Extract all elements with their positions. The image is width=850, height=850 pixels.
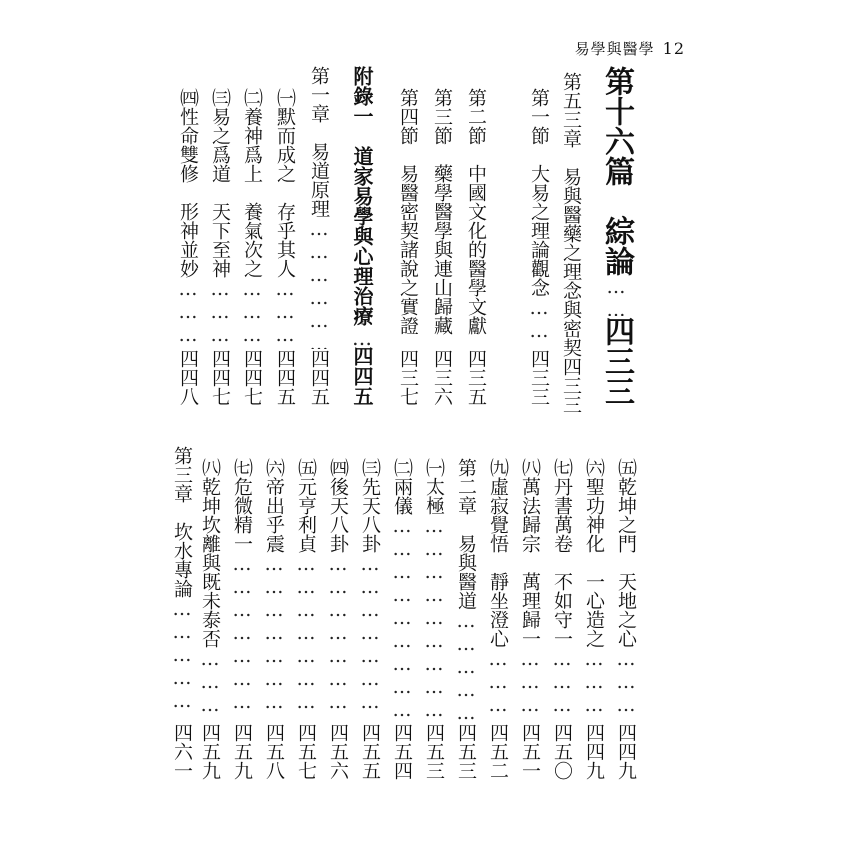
toc-entry-title: 第五三章 易與醫藥之理念與密契 <box>560 72 582 357</box>
dot-leader <box>172 278 204 349</box>
toc-entry-title: ㈧萬法歸宗 萬理歸一 <box>519 458 541 648</box>
toc-appendix[interactable] <box>346 66 378 406</box>
toc-entry-title: ㈢易之爲道 天下至神 <box>209 88 231 278</box>
toc-entry-page: 四四九 <box>583 723 605 780</box>
dot-leader <box>346 326 378 346</box>
toc-entry-title: 附錄一 道家易學與心理治療 <box>350 66 374 326</box>
toc-entry-page: 四三七 <box>397 349 419 406</box>
toc-entry-page: 四五二 <box>487 723 509 780</box>
toc-entry[interactable] <box>523 88 555 406</box>
toc-entry[interactable] <box>450 458 482 780</box>
toc-entry[interactable] <box>236 88 268 406</box>
toc-entry[interactable] <box>386 458 418 780</box>
toc-entry-title: ㈠太極 <box>423 458 445 515</box>
toc-entry-page: 四五六 <box>327 723 349 780</box>
toc-entry-title: ㈧乾坤坎離與既未泰否 <box>199 458 221 648</box>
dot-leader <box>460 335 492 349</box>
toc-entry-title: 第三節 藥學醫學與連山歸藏 <box>431 88 453 335</box>
toc-entry-page: 四四五 <box>308 349 330 406</box>
toc-entry[interactable] <box>166 446 198 780</box>
toc-entry[interactable] <box>354 458 386 780</box>
toc-entry[interactable] <box>258 458 290 780</box>
toc-entry-title: 第十六篇 綜論 <box>599 66 634 276</box>
toc-entry-title: ㈥帝出乎震 <box>263 458 285 553</box>
toc-entry-page: 四五九 <box>231 723 253 780</box>
dot-leader <box>546 648 578 723</box>
dot-leader <box>303 218 335 349</box>
dot-leader <box>236 278 268 349</box>
toc-entry-title: ㈤乾坤之門 天地之心 <box>615 458 637 648</box>
toc-entry-page: 四三三 <box>560 357 582 414</box>
dot-leader <box>578 648 610 723</box>
toc-entry-page: 四三五 <box>465 349 487 406</box>
toc-entry[interactable] <box>546 458 578 780</box>
dot-leader <box>194 648 226 723</box>
toc-entry-page: 四五三 <box>455 723 477 780</box>
toc-entry-page: 四五四 <box>391 723 413 780</box>
toc-entry-title: 第一章 易道原理 <box>308 66 330 218</box>
toc-entry-page: 四五一 <box>519 723 541 780</box>
toc-entry-title: 第二章 易與醫道 <box>455 458 477 610</box>
toc-entry-page: 四四五 <box>274 349 296 406</box>
running-header <box>575 38 685 59</box>
dot-leader <box>450 610 482 723</box>
toc-entry[interactable] <box>303 66 335 406</box>
toc-entry[interactable] <box>596 66 636 406</box>
toc-entry-title: ㈤元亨利貞 <box>295 458 317 553</box>
toc-entry[interactable] <box>418 458 450 780</box>
dot-leader <box>204 278 236 349</box>
toc-entry[interactable] <box>555 72 587 414</box>
toc-entry[interactable] <box>460 88 492 406</box>
toc-entry-title: ㈠默而成之 存乎其人 <box>274 88 296 278</box>
toc-entry-title: ㈡養神爲上 養氣次之 <box>241 88 263 278</box>
toc-entry-page: 四六一 <box>171 723 193 780</box>
toc-entry-page: 四五三 <box>423 723 445 780</box>
dot-leader <box>322 553 354 723</box>
toc-entry[interactable] <box>392 88 424 406</box>
toc-entry[interactable] <box>226 458 258 780</box>
toc-entry-page: 四五〇 <box>551 723 573 780</box>
dot-leader <box>596 276 636 316</box>
toc-entry-page: 四四五 <box>350 346 374 406</box>
toc-entry[interactable] <box>204 88 236 406</box>
toc-entry-title: ㈥聖功神化 一心造之 <box>583 458 605 648</box>
toc-entry-page: 四四九 <box>615 723 637 780</box>
dot-leader <box>392 335 424 349</box>
dot-leader <box>610 648 642 723</box>
toc-entry-title: ㈨虛寂覺悟 靜坐澄心 <box>487 458 509 648</box>
dot-leader <box>523 297 555 349</box>
dot-leader <box>166 598 198 723</box>
toc-entry-title: ㈢先天八卦 <box>359 458 381 553</box>
toc-entry-title: ㈣性命雙修 形神並妙 <box>177 88 199 278</box>
dot-leader <box>482 648 514 723</box>
book-title: 易學與醫學 <box>574 40 655 58</box>
dot-leader <box>386 515 418 723</box>
toc-entry[interactable] <box>290 458 322 780</box>
toc-entry-page: 四三六 <box>431 349 453 406</box>
toc-entry-page: 四五八 <box>263 723 285 780</box>
dot-leader <box>426 335 458 349</box>
toc-entry-page: 四四七 <box>241 349 263 406</box>
toc-entry-title: ㈣後天八卦 <box>327 458 349 553</box>
toc-entry[interactable] <box>610 458 642 780</box>
toc-entry-page: 四三三 <box>599 316 634 406</box>
toc-entry-title: ㈦丹書萬卷 不如守一 <box>551 458 573 648</box>
toc-entry[interactable] <box>269 88 301 406</box>
toc-entry[interactable] <box>482 458 514 780</box>
dot-leader <box>514 648 546 723</box>
toc-entry-page: 四五七 <box>295 723 317 780</box>
toc-entry-page: 四四七 <box>209 349 231 406</box>
page-number: 12 <box>662 39 685 58</box>
toc-entry-page: 四五九 <box>199 723 221 780</box>
toc-entry[interactable] <box>426 88 458 406</box>
toc-entry-title: 第二節 中國文化的醫學文獻 <box>465 88 487 335</box>
toc-entry-page: 四四八 <box>177 349 199 406</box>
dot-leader <box>226 553 258 723</box>
dot-leader <box>258 553 290 723</box>
toc-entry[interactable] <box>578 458 610 780</box>
toc-entry[interactable] <box>322 458 354 780</box>
dot-leader <box>354 553 386 723</box>
toc-entry[interactable] <box>514 458 546 780</box>
toc-entry-title: 第三章 坎水專論 <box>171 446 193 598</box>
toc-entry[interactable] <box>172 88 204 406</box>
dot-leader <box>290 553 322 723</box>
toc-entry[interactable] <box>194 458 226 780</box>
toc-entry-page: 四三三 <box>528 349 550 406</box>
dot-leader <box>418 515 450 723</box>
toc-entry-title: ㈦危微精一 <box>231 458 253 553</box>
toc-entry-title: 第四節 易醫密契諸說之實證 <box>397 88 419 335</box>
dot-leader <box>269 278 301 349</box>
toc-entry-title: 第一節 大易之理論觀念 <box>528 88 550 297</box>
toc-entry-page: 四五五 <box>359 723 381 780</box>
toc-entry-title: ㈡兩儀 <box>391 458 413 515</box>
